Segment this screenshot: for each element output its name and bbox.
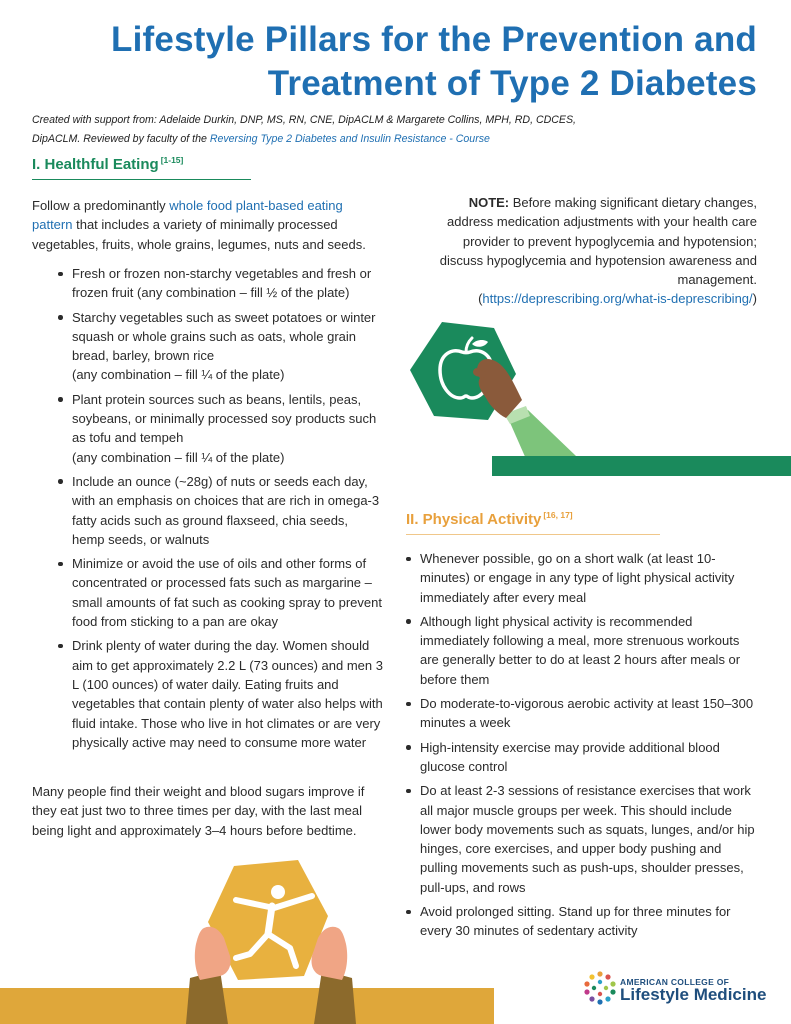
list-item [58, 554, 384, 631]
apple-icon [400, 318, 600, 468]
section-heading-physical-activity [406, 510, 660, 535]
note-link-open: ( [478, 291, 483, 307]
bullet-text: Minimize or avoid the use of oils and other forms of concentrated or processed fats such as margarine – small amounts of fat such as cooking spray to prevent food from sticking to a pan are okay [72, 556, 382, 630]
bullet-text: Include an ounce (~28g) of nuts or seeds each day, with an emphasis on choices that are rich in omega-3 fatty acids such as ground flaxseed, chia seeds, hemp seeds, or walnuts [72, 473, 380, 547]
course-link[interactable]: Reversing Type 2 Diabetes and Insulin Resistance - Course [209, 133, 490, 145]
plant-based-link[interactable]: whole food plant-based eating pattern [32, 198, 343, 233]
bullet-text: Fresh or frozen non-starchy vegetables and fresh or frozen fruit (any combination – fill ½ of the plate) [72, 266, 372, 301]
intro-pre: Follow a predominantly [32, 198, 170, 213]
section2-title: II. Physical Activity [406, 511, 542, 528]
medication-note [427, 193, 757, 309]
list-item [58, 308, 384, 385]
exercise-figure-icon [186, 858, 356, 1024]
title-line-2: Treatment of Type 2 Diabetes [267, 64, 757, 103]
note-label: NOTE: [468, 195, 510, 210]
logo-text-bottom: Lifestyle Medicine [620, 985, 767, 1004]
green-accent-bar [492, 456, 791, 476]
bullet-text: Whenever possible, go on a short walk (at least 10-minutes) or engage in any type of light physical activity immediately after every meal [420, 551, 735, 605]
credits-text: Created with support from: Adelaide Durkin, DNP, MS, RN, CNE, DipACLM & Margarete Collins, MPH, RD, CDCES, DipACLM. Reviewed by faculty of the [32, 114, 576, 145]
bullet-subtext: (any combination – fill ¼ of the plate) [72, 449, 285, 465]
eating-intro [32, 196, 384, 254]
section-heading-healthful-eating [32, 155, 251, 180]
intro-post: that includes a variety of minimally processed vegetables, fruits, whole grains, legumes, nuts and seeds. [32, 217, 366, 252]
title-line-1: Lifestyle Pillars for the Prevention and [111, 20, 757, 59]
section1-refs: [1-15] [160, 155, 184, 165]
bullet-text: Plant protein sources such as beans, lentils, peas, soybeans, or minimally processed soy products such as tofu and tempeh [72, 391, 377, 446]
activity-bullet-list [406, 549, 758, 946]
list-item [406, 738, 758, 777]
list-item [58, 636, 384, 752]
bullet-text: Avoid prolonged sitting. Stand up for three minutes for every 30 minutes of sedentary activity [420, 904, 731, 939]
bullet-subtext: (any combination – fill ¼ of the plate) [72, 367, 285, 383]
deprescribing-link[interactable]: https://deprescribing.org/what-is-deprescribing/ [482, 291, 753, 307]
list-item [58, 390, 384, 467]
bullet-text: Although light physical activity is recommended immediately following a meal, more strenuous workouts are generally better to do at least 2 hours after meals or before them [420, 613, 741, 687]
acl-logo-dots-icon [582, 970, 618, 1006]
list-item [406, 781, 758, 897]
section1-title: I. Healthful Eating [32, 156, 159, 173]
logo-text-top: AMERICAN COLLEGE OF [620, 977, 730, 987]
eating-bullet-list [58, 264, 384, 757]
list-item [58, 472, 384, 549]
list-item [58, 264, 384, 303]
bullet-text: Do at least 2-3 sessions of resistance exercises that work all major muscle groups per week. This should include lower body movements such as squats, lunges, and/or hip hinges, core exercises, and upper body pushing and pulling movements such as push-ups, shoulder presses, pull-ups, and rows [420, 783, 755, 895]
page-title [37, 18, 757, 106]
bullet-text: Drink plenty of water during the day. Women should aim to get approximately 2.2 L (73 ounces) and men 3 L (100 ounces) of water daily. Eating fruits and vegetables that contain plenty of water also helps with fluid intake. Those who live in hot climates or are very physically active may need to consume more water [72, 638, 383, 750]
list-item [406, 902, 758, 941]
list-item [406, 694, 758, 733]
eating-closing: Many people find their weight and blood sugars improve if they eat just two to three times per day, with the last meal being light and approximately 3–4 hours before bedtime. [32, 784, 365, 838]
credits [32, 111, 592, 149]
bullet-text: Starchy vegetables such as sweet potatoes or winter squash or whole grains such as oats, whole grain bread, barley, brown rice [72, 309, 376, 364]
note-link-close: ) [752, 291, 757, 307]
note-text: Before making significant dietary changes, address medication adjustments with your health care provider to prevent hypoglycemia and hypotension; discuss hypoglycemia and hypotension awareness and management. [439, 195, 757, 288]
bullet-text: Do moderate-to-vigorous aerobic activity at least 150–300 minutes a week [420, 696, 754, 731]
section2-refs: [16, 17] [543, 510, 573, 520]
list-item [406, 612, 758, 689]
bullet-text: High-intensity exercise may provide additional blood glucose control [420, 739, 720, 774]
list-item [406, 549, 758, 607]
